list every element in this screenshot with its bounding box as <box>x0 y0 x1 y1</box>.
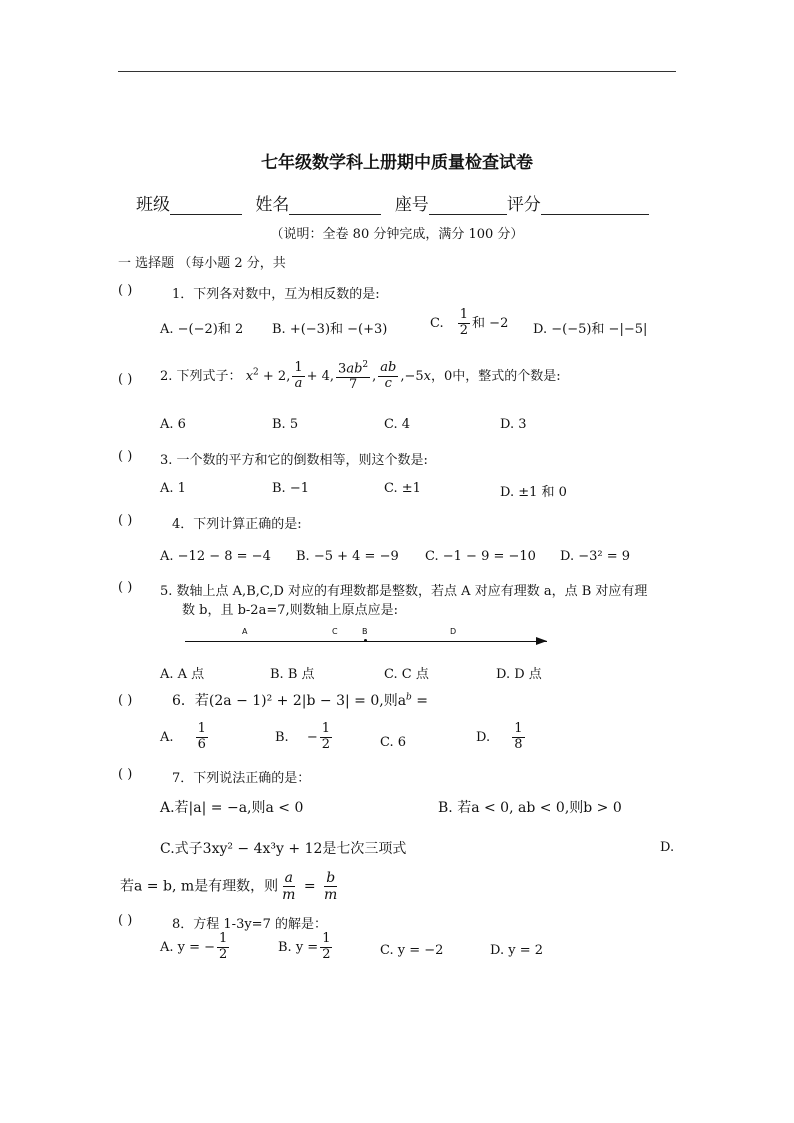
q8-option-c: C. y = −2 <box>380 943 444 958</box>
q6-option-b: B. − $\frac{1}{2}$ <box>275 721 331 752</box>
q5-paren: ( ) <box>118 580 133 595</box>
q6-option-d: D. $\frac{1}{8}$ <box>476 721 523 752</box>
q6-option-d-label: D. <box>476 729 491 745</box>
q1-fraction-num: 1 <box>459 307 469 322</box>
seat-label: 座号 <box>394 195 429 215</box>
q2-option-b: B. 5 <box>272 417 299 432</box>
point-d-label: D <box>450 627 457 636</box>
header-rule <box>118 71 676 72</box>
page-title: 七年级数学科上册期中质量检查试卷 <box>261 153 533 173</box>
q4-option-b: B. −5 + 4 = −9 <box>296 549 399 564</box>
q1-fraction <box>458 308 470 339</box>
point-a-label: A <box>242 627 248 636</box>
q4-option-c: C. −1 − 9 = −10 <box>425 549 536 564</box>
name-label: 姓名 <box>255 195 290 215</box>
section-heading: 一 选择题 （每小题 2 分，共 <box>118 256 286 271</box>
q6-paren: ( ) <box>118 693 133 708</box>
name-blank[interactable] <box>289 196 381 215</box>
q3-stem: 3. 一个数的平方和它的倒数相等，则这个数是: <box>160 453 428 468</box>
q6-stem-text: 6．若(2a − 1)² + 2|b − 3| = 0,则a <box>172 693 407 709</box>
q2-option-d: D. 3 <box>500 417 527 432</box>
q1-option-b: B. +(−3)和 −(+3) <box>272 322 388 337</box>
q2-stem-post: ，0中，整式的个数是: <box>431 369 561 385</box>
q7-option-c: C.式子3xy² − 4x³y + 12是七次三项式 <box>160 841 407 857</box>
q8-paren: ( ) <box>118 913 133 928</box>
number-line-arrow <box>536 637 547 645</box>
q8-option-b-text: B. y = <box>278 939 319 955</box>
q3-paren: ( ) <box>118 449 133 464</box>
q1-option-c <box>430 308 508 339</box>
q8-stem: 8．方程 1-3y=7 的解是： <box>172 917 327 932</box>
instructions-note: （说明：全卷 80 分钟完成，满分 100 分） <box>270 227 524 242</box>
q5-stem-line2: 数 b，且 b-2a=7,则数轴上原点应是: <box>182 603 398 618</box>
q7-option-d: 若a = b, m是有理数，则 $\frac{a}{m}$ = $\frac{b}{m}$ <box>120 870 338 904</box>
score-blank[interactable] <box>541 196 649 215</box>
q1-paren: ( ) <box>118 283 133 298</box>
q3-option-a: A. 1 <box>160 481 186 496</box>
point-b-dot <box>364 639 367 642</box>
seat-blank[interactable] <box>429 196 507 215</box>
q6-option-b-label: B. <box>275 729 289 745</box>
q7-option-a: A.若|a| = −a,则a < 0 <box>160 800 304 816</box>
q1-option-c-label: C. <box>430 315 444 331</box>
q7-option-d-label: D. <box>660 840 675 855</box>
q3-option-c: C. ±1 <box>384 481 421 496</box>
q8-option-a: A. y = − $\frac{1}{2}$ <box>160 931 228 962</box>
q6-stem: 6．若(2a − 1)² + 2|b − 3| = 0,则$a^b$ = <box>172 692 428 709</box>
q3-option-b: B. −1 <box>272 481 309 496</box>
class-blank[interactable] <box>170 196 242 215</box>
q8-option-b: B. y = $\frac{1}{2}$ <box>278 931 331 962</box>
q6-option-c: C. 6 <box>380 735 407 750</box>
q2-paren: ( ) <box>118 372 133 387</box>
q4-paren: ( ) <box>118 513 133 528</box>
point-b-label: B <box>362 627 368 636</box>
q2-stem-pre: 2. 下列式子： <box>160 369 242 385</box>
q1-option-d: D. −(−5)和 −|−5| <box>533 322 648 337</box>
q1-stem: 1．下列各对数中，互为相反数的是: <box>172 287 380 302</box>
class-label: 班级 <box>136 195 170 215</box>
q7-stem: 7．下列说法正确的是： <box>172 771 311 786</box>
q1-fraction-den: 2 <box>459 322 469 338</box>
q5-option-b: B. B 点 <box>270 667 315 682</box>
q3-option-d: D. ±1 和 0 <box>500 485 567 500</box>
q1-option-a: A. −(−2)和 2 <box>160 322 244 337</box>
q7-option-d-text: 若a = b, m是有理数，则 <box>120 878 279 895</box>
q8-option-d: D. y = 2 <box>490 943 543 958</box>
q5-option-d: D. D 点 <box>496 667 542 682</box>
info-line <box>136 190 649 215</box>
q5-stem-line1: 5. 数轴上点 A,B,C,D 对应的有理数都是整数，若点 A 对应有理数 a，点 B 对应有理 <box>160 584 648 599</box>
q4-option-a: A. −12 − 8 = −4 <box>160 549 271 564</box>
q4-stem: 4．下列计算正确的是: <box>172 517 302 532</box>
q8-option-a-text: A. y = − <box>160 939 216 955</box>
q6-option-a-label: A. <box>160 729 174 745</box>
point-c-label: C <box>332 627 338 636</box>
q2-expression: $x^2 + 2$, $\frac{1}{a}$ + 4, $\frac{3ab^2}{7}$ , $\frac{ab}{c}$ ,−5x <box>245 360 431 393</box>
q4-option-d: D. −3² = 9 <box>560 549 631 564</box>
score-label: 评分 <box>506 195 541 215</box>
q7-paren: ( ) <box>118 767 133 782</box>
q1-option-c-rest: 和 −2 <box>472 315 509 331</box>
q5-option-a: A. A 点 <box>160 667 205 682</box>
q2-option-a: A. 6 <box>160 417 186 432</box>
q2-stem <box>160 360 561 393</box>
q5-option-c: C. C 点 <box>384 667 429 682</box>
q6-option-a: A. $\frac{1}{6}$ <box>160 721 206 752</box>
q2-option-c: C. 4 <box>384 417 411 432</box>
q7-option-b: B. 若a < 0, ab < 0,则b > 0 <box>438 800 622 816</box>
